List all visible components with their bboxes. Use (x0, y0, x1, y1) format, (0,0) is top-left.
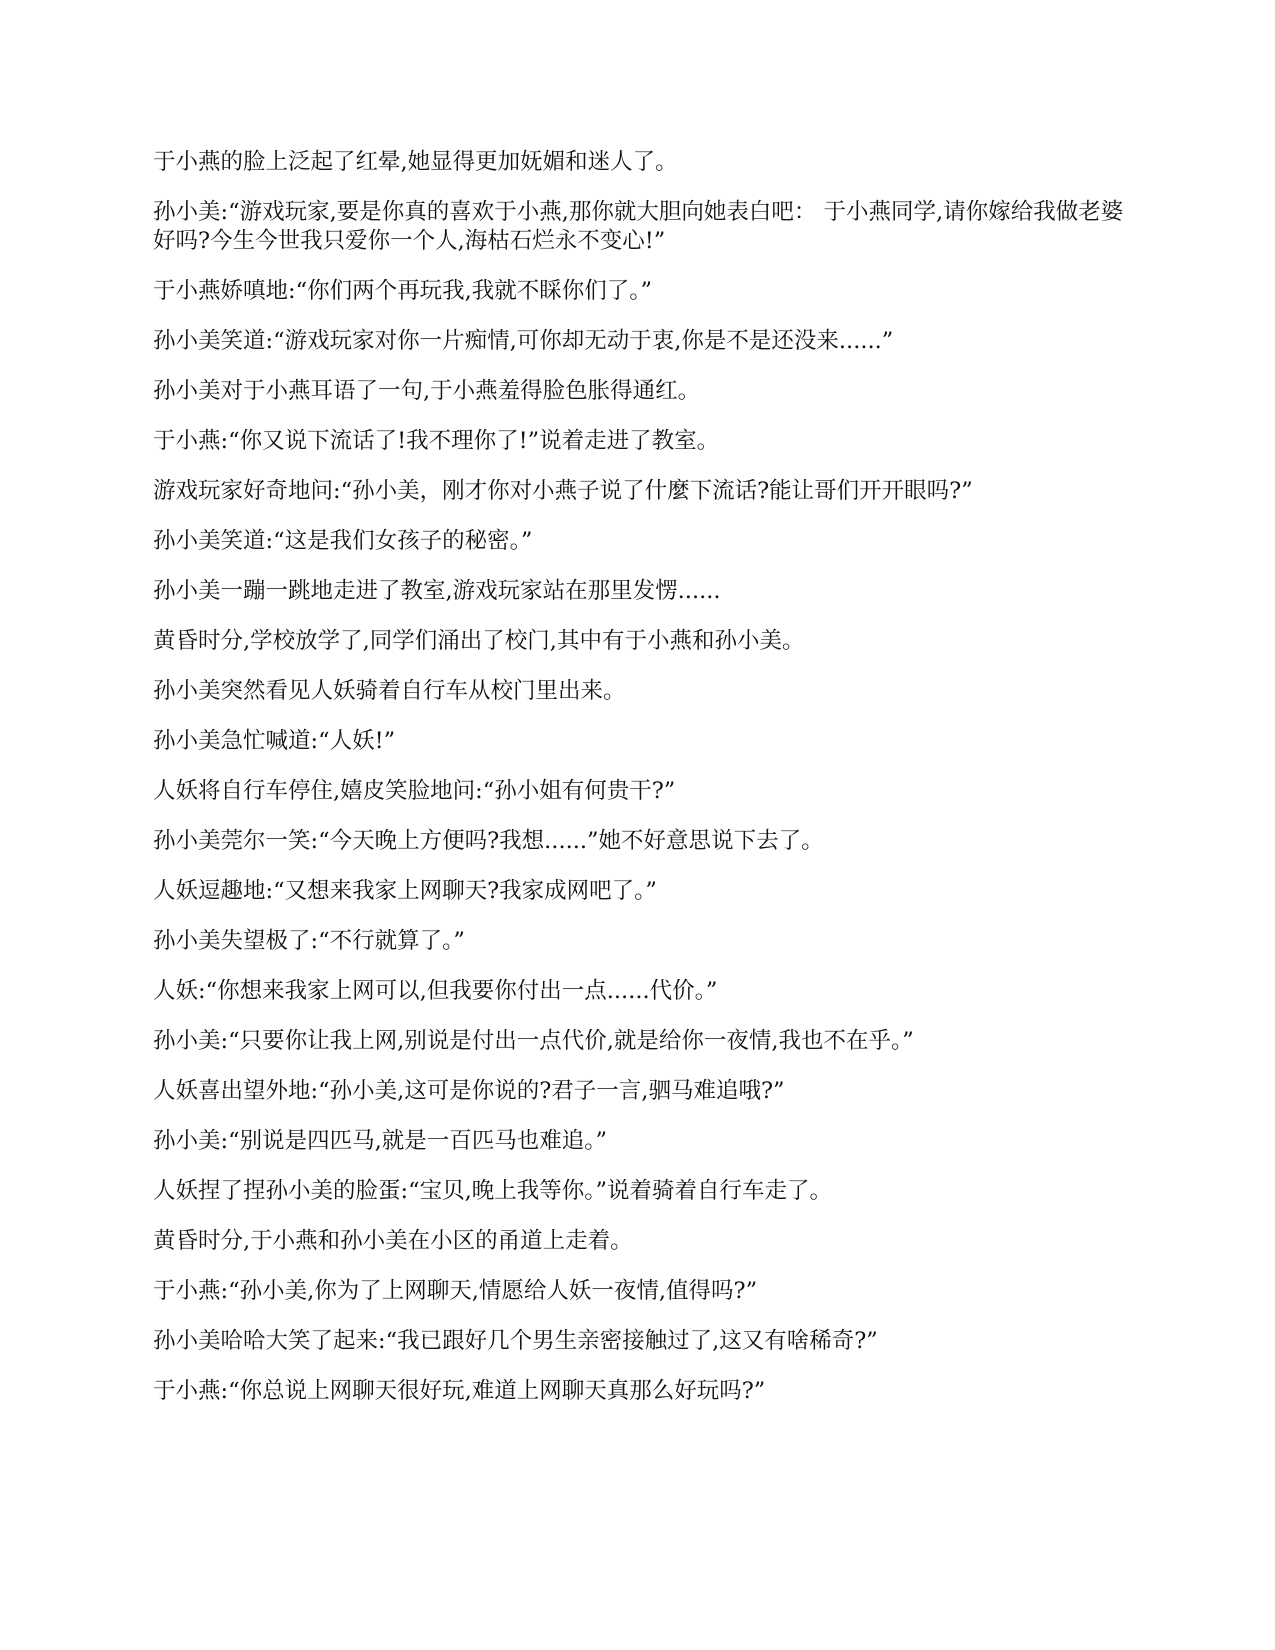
paragraph: 孙小美莞尔一笑:“今天晚上方便吗?我想......”她不好意思说下去了。 (153, 828, 824, 854)
paragraph: 孙小美笑道:“游戏玩家对你一片痴情,可你却无动于衷,你是不是还没来......” (153, 328, 894, 354)
paragraph: 孙小美失望极了:“不行就算了。” (153, 928, 465, 954)
paragraph: 人妖将自行车停住,嬉皮笑脸地问:“孙小姐有何贵干?” (153, 778, 676, 804)
paragraph: 孙小美笑道:“这是我们女孩子的秘密。” (153, 528, 533, 554)
paragraph: 孙小美一蹦一跳地走进了教室,游戏玩家站在那里发愣...... (153, 578, 721, 604)
paragraph: 孙小美对于小燕耳语了一句,于小燕羞得脸色胀得通红。 (153, 378, 701, 404)
paragraph: 黄昏时分,学校放学了,同学们涌出了校门,其中有于小燕和孙小美。 (153, 628, 805, 654)
paragraph: 于小燕:“你又说下流话了!我不理你了!”说着走进了教室。 (153, 428, 720, 454)
paragraph: 孙小美突然看见人妖骑着自行车从校门里出来。 (153, 678, 626, 704)
document-body (153, 148, 1128, 1427)
paragraph: 游戏玩家好奇地问:“孙小美，刚才你对小燕子说了什麼下流话?能让哥们开开眼吗?” (153, 478, 973, 504)
paragraph: 于小燕:“孙小美,你为了上网聊天,情愿给人妖一夜情,值得吗?” (153, 1278, 758, 1304)
paragraph: 于小燕:“你总说上网聊天很好玩,难道上网聊天真那么好玩吗?” (153, 1378, 766, 1404)
paragraph: 孙小美:“别说是四匹马,就是一百匹马也难追。” (153, 1128, 607, 1154)
paragraph: 孙小美哈哈大笑了起来:“我已跟好几个男生亲密接触过了,这又有啥稀奇?” (153, 1328, 878, 1354)
paragraph: 孙小美:“只要你让我上网,别说是付出一点代价,就是给你一夜情,我也不在乎。” (153, 1028, 914, 1054)
paragraph: 人妖喜出望外地:“孙小美,这可是你说的?君子一言,驷马难追哦?” (153, 1078, 785, 1104)
paragraph: 于小燕娇嗔地:“你们两个再玩我,我就不睬你们了。” (153, 278, 652, 304)
paragraph: 孙小美急忙喊道:“人妖!” (153, 728, 396, 754)
paragraph: 人妖捏了捏孙小美的脸蛋:“宝贝,晚上我等你。”说着骑着自行车走了。 (153, 1178, 832, 1204)
paragraph: 人妖:“你想来我家上网可以,但我要你付出一点......代价。” (153, 978, 718, 1004)
paragraph: 人妖逗趣地:“又想来我家上网聊天?我家成网吧了。” (153, 878, 657, 904)
paragraph: 于小燕的脸上泛起了红晕,她显得更加妩媚和迷人了。 (153, 149, 678, 175)
paragraph: 黄昏时分,于小燕和孙小美在小区的甬道上走着。 (153, 1228, 633, 1254)
paragraph: 孙小美:“游戏玩家,要是你真的喜欢于小燕,那你就大胆向她表白吧： 于小燕同学,请你嫁给我做老婆好吗?今生今世我只爱你一个人,海枯石烂永不变心!” (153, 199, 1124, 254)
